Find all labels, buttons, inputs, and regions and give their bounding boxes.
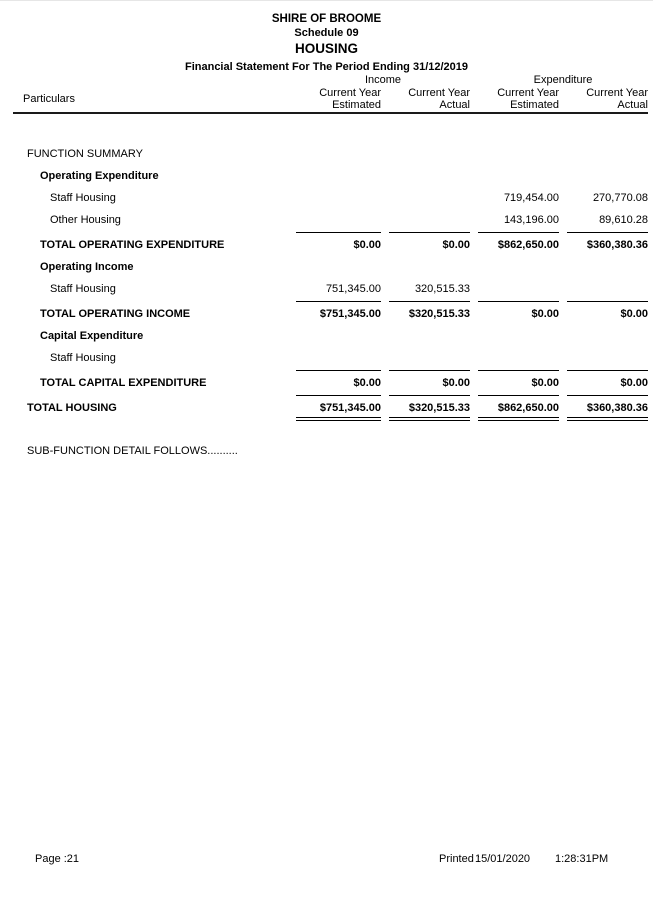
table-row-total-operating-expenditure <box>14 232 648 252</box>
column-header-line1: Current Year <box>408 87 470 99</box>
row-label: TOTAL OPERATING INCOME <box>40 308 191 320</box>
cell-expenditure-estimated <box>478 283 559 296</box>
column-header-expenditure-estimated <box>478 87 559 111</box>
document-header <box>0 1 653 74</box>
column-header-line1: Current Year <box>497 87 559 99</box>
cell-income-estimated <box>296 261 381 274</box>
cell-income-estimated <box>296 170 381 183</box>
cell-expenditure-actual <box>567 261 648 274</box>
row-label: TOTAL HOUSING <box>27 402 117 414</box>
cell-expenditure-actual: 89,610.28 <box>599 214 648 226</box>
cell-expenditure-estimated: $862,650.00 <box>478 232 559 252</box>
cell-income-actual <box>389 170 470 183</box>
column-header-line2: Actual <box>617 99 648 111</box>
cell-expenditure-estimated <box>478 148 559 161</box>
table-row <box>14 283 648 296</box>
column-group-expenditure: Expenditure <box>533 74 593 86</box>
header-rule <box>13 112 648 114</box>
cell-income-estimated <box>296 330 381 343</box>
cell-income-estimated <box>296 352 381 365</box>
page-footer <box>0 853 653 867</box>
cell-expenditure-estimated: $0.00 <box>478 370 559 390</box>
row-label: Staff Housing <box>50 283 116 295</box>
printed-date: 15/01/2020 <box>475 853 531 865</box>
row-label: Operating Expenditure <box>40 170 159 182</box>
cell-income-actual <box>389 192 470 205</box>
table-row <box>14 192 648 205</box>
cell-income-estimated <box>296 214 381 227</box>
cell-expenditure-estimated: 719,454.00 <box>503 192 559 204</box>
schedule-label: Schedule 09 <box>294 27 359 39</box>
org-title: SHIRE OF BROOME <box>271 13 382 25</box>
function-summary-table <box>0 148 653 421</box>
cell-expenditure-estimated <box>478 330 559 343</box>
column-header-line1: Current Year <box>586 87 648 99</box>
table-row-function-summary <box>14 148 648 161</box>
cell-expenditure-actual <box>567 148 648 161</box>
cell-expenditure-actual: $0.00 <box>567 301 648 321</box>
cell-income-actual <box>389 352 470 365</box>
cell-expenditure-actual <box>567 352 648 365</box>
cell-expenditure-estimated: $862,650.00 <box>478 395 559 421</box>
particulars-header: Particulars <box>23 93 75 105</box>
cell-income-estimated: $751,345.00 <box>296 395 381 421</box>
page-number: Page :21 <box>35 853 80 865</box>
cell-expenditure-actual: 270,770.08 <box>592 192 648 204</box>
row-label: Staff Housing <box>50 192 116 204</box>
row-label: TOTAL CAPITAL EXPENDITURE <box>40 377 207 389</box>
table-row-section <box>14 330 648 343</box>
cell-income-actual <box>389 261 470 274</box>
cell-expenditure-estimated <box>478 261 559 274</box>
cell-income-estimated: $751,345.00 <box>296 301 381 321</box>
cell-expenditure-estimated: $0.00 <box>478 301 559 321</box>
table-row-section <box>14 170 648 183</box>
table-row <box>14 352 648 365</box>
printed-time: 1:28:31PM <box>555 853 609 865</box>
row-label: Operating Income <box>40 261 134 273</box>
table-row <box>14 214 648 227</box>
column-header-line2: Estimated <box>510 99 559 111</box>
column-header-income-actual <box>389 87 470 111</box>
row-label: FUNCTION SUMMARY <box>27 148 143 160</box>
table-row-total-capital-expenditure <box>14 370 648 390</box>
table-header <box>14 74 648 111</box>
cell-expenditure-estimated <box>478 352 559 365</box>
cell-income-actual: $0.00 <box>389 370 470 390</box>
cell-expenditure-actual: $360,380.36 <box>567 395 648 421</box>
cell-income-actual <box>389 148 470 161</box>
cell-income-estimated: 751,345.00 <box>325 283 381 295</box>
table-row-total-housing <box>14 395 648 421</box>
cell-expenditure-actual <box>567 330 648 343</box>
subfunction-note: SUB-FUNCTION DETAIL FOLLOWS.......... <box>27 445 238 457</box>
cell-income-estimated: $0.00 <box>296 232 381 252</box>
report-subtitle: Financial Statement For The Period Ending 31/12/2019 <box>184 61 469 73</box>
table-row-section <box>14 261 648 274</box>
cell-income-actual: $0.00 <box>389 232 470 252</box>
cell-expenditure-actual <box>567 283 648 296</box>
column-header-line2: Actual <box>439 99 470 111</box>
column-header-line1: Current Year <box>319 87 381 99</box>
cell-income-actual <box>389 330 470 343</box>
cell-expenditure-actual: $360,380.36 <box>567 232 648 252</box>
cell-income-actual: $320,515.33 <box>389 395 470 421</box>
row-label: Capital Expenditure <box>40 330 144 342</box>
cell-income-actual <box>389 214 470 227</box>
cell-expenditure-actual: $0.00 <box>567 370 648 390</box>
column-header-expenditure-actual <box>567 87 648 111</box>
cell-income-actual: $320,515.33 <box>389 301 470 321</box>
column-header-income-estimated <box>296 87 381 111</box>
cell-expenditure-estimated <box>478 170 559 183</box>
row-label: TOTAL OPERATING EXPENDITURE <box>40 239 225 251</box>
cell-expenditure-actual <box>567 170 648 183</box>
row-label: Other Housing <box>50 214 121 226</box>
row-label: Staff Housing <box>50 352 116 364</box>
table-row-total-operating-income <box>14 301 648 321</box>
column-header-line2: Estimated <box>332 99 381 111</box>
cell-expenditure-estimated: 143,196.00 <box>503 214 559 226</box>
cell-income-actual: 320,515.33 <box>414 283 470 295</box>
column-group-income: Income <box>364 74 402 86</box>
cell-income-estimated <box>296 192 381 205</box>
report-title: HOUSING <box>294 41 358 56</box>
cell-income-estimated: $0.00 <box>296 370 381 390</box>
cell-income-estimated <box>296 148 381 161</box>
printed-label: Printed : <box>439 853 480 865</box>
